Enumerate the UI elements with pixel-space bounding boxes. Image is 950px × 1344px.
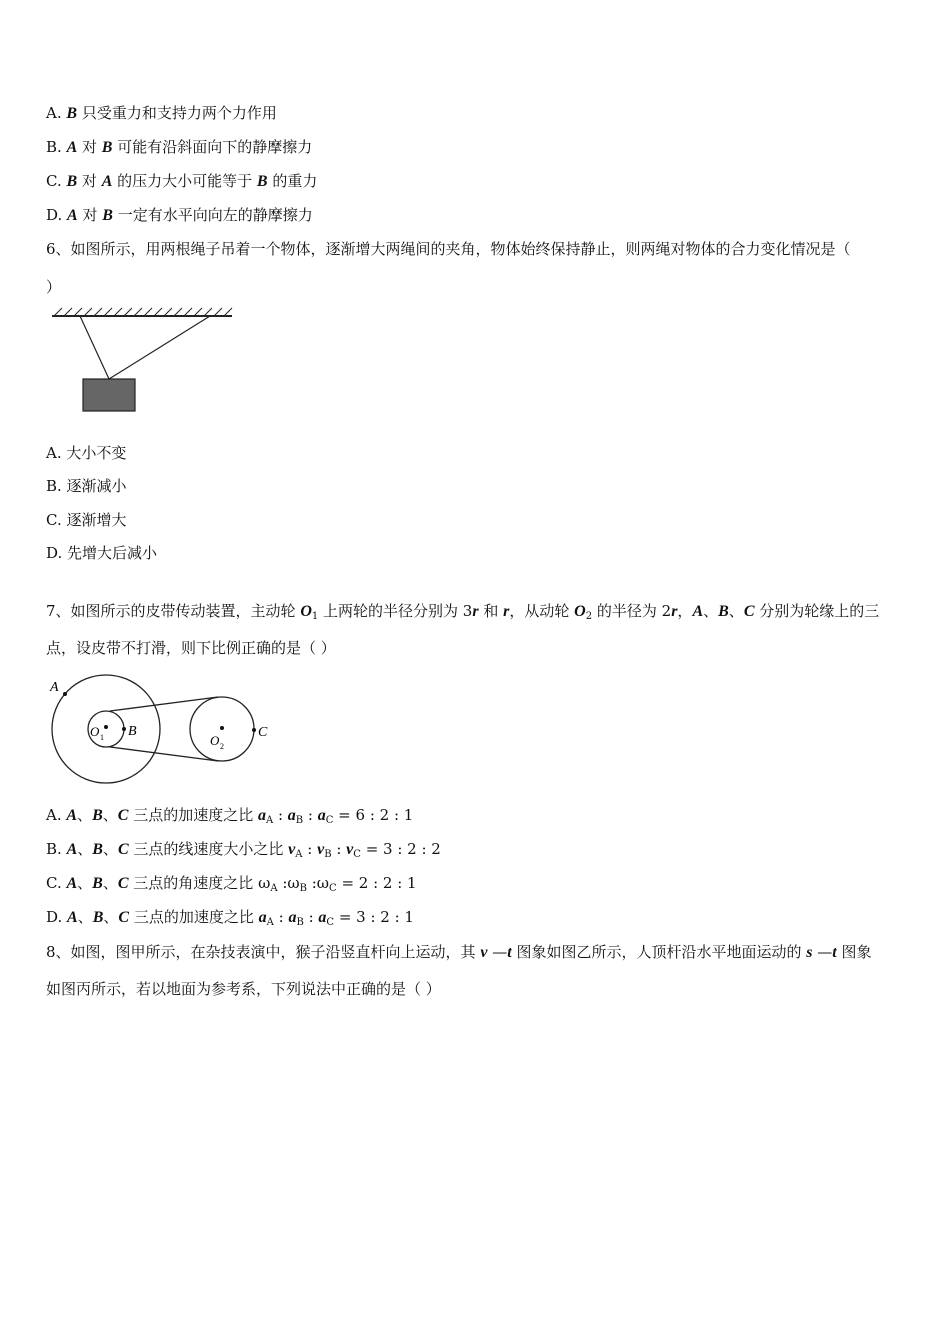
subscript: C	[325, 815, 334, 826]
q7-option-b	[46, 838, 441, 860]
q7-stem-line2: 点，设皮带不打滑，则下比例正确的是（ ）	[46, 639, 336, 657]
label-a: A	[50, 680, 59, 695]
text-segment: 和	[478, 602, 504, 620]
italic-symbol: A	[66, 841, 78, 858]
subscript: C	[329, 883, 337, 894]
italic-symbol: B	[66, 105, 78, 122]
text-segment: :	[331, 840, 347, 858]
italic-symbol: s	[806, 944, 813, 961]
text-segment: C.	[46, 874, 67, 892]
italic-symbol: r	[472, 603, 479, 620]
italic-symbol: a	[257, 807, 266, 824]
text-segment: 三点的加速度之比	[129, 908, 259, 926]
italic-symbol: v	[480, 944, 488, 961]
italic-symbol: B	[92, 841, 103, 858]
italic-symbol: A	[67, 207, 78, 224]
ceiling-hatch	[54, 308, 232, 316]
label-o1: O	[90, 724, 100, 739]
italic-symbol: A	[101, 173, 113, 190]
point-b-dot	[122, 727, 126, 731]
text-segment: = 2 : 2 : 1	[336, 874, 417, 892]
q8-stem-line1	[46, 941, 871, 962]
italic-symbol: O	[300, 603, 312, 620]
italic-symbol: B	[101, 139, 113, 156]
q6-option-a: A. 大小不变	[46, 444, 127, 462]
text-segment: :	[302, 840, 318, 858]
italic-symbol: B	[92, 807, 103, 824]
subscript: 2	[585, 611, 593, 622]
text-segment: A.	[46, 806, 67, 824]
italic-symbol: a	[318, 909, 327, 926]
text-segment: 图象如图乙所示，人顶杆沿水平地面运动的	[511, 943, 807, 961]
text-segment: 、	[703, 602, 719, 620]
q6-option-b: B. 逐渐减小	[46, 477, 127, 495]
text-segment: 的重力	[267, 172, 318, 190]
text-segment: 一定有水平向向左的静摩擦力	[112, 206, 313, 224]
q6-stem-line2: ）	[46, 278, 62, 296]
label-o2: O	[210, 733, 220, 748]
subscript: B	[324, 849, 332, 860]
text-segment: —	[812, 943, 833, 961]
italic-symbol: A	[66, 875, 78, 892]
q5-option-c	[46, 170, 317, 191]
text-segment: 、	[103, 908, 119, 926]
point-a-dot	[63, 692, 67, 696]
italic-symbol: B	[92, 875, 103, 892]
text-segment: 、	[102, 806, 118, 824]
italic-symbol: B	[256, 173, 268, 190]
text-segment: C.	[46, 172, 67, 190]
q7-option-c	[46, 872, 417, 894]
q7-stem-line1	[46, 600, 879, 622]
italic-symbol: B	[102, 207, 113, 224]
text-segment: :	[273, 806, 288, 824]
text-segment: 、	[77, 874, 93, 892]
subscript: A	[265, 815, 274, 826]
italic-symbol: C	[117, 841, 129, 858]
o1-center-dot	[104, 725, 108, 729]
italic-symbol: v	[317, 841, 325, 858]
text-segment: —	[487, 943, 508, 961]
text-segment: ，从动轮	[509, 602, 575, 620]
q7-belt-drive-figure	[44, 672, 284, 790]
italic-symbol: r	[671, 603, 678, 620]
italic-symbol: B	[718, 603, 729, 620]
italic-symbol: C	[117, 875, 129, 892]
text-segment: 、	[728, 602, 744, 620]
italic-symbol: v	[346, 841, 354, 858]
text-segment: 、	[77, 908, 93, 926]
q6-option-c: C. 逐渐增大	[46, 511, 127, 529]
text-segment: ，	[677, 602, 693, 620]
label-o2-sub: 2	[220, 742, 224, 751]
subscript: B	[295, 815, 304, 826]
q7-option-d	[46, 906, 414, 928]
text-segment: = 3 : 2 : 2	[360, 840, 441, 858]
hanging-block	[83, 379, 135, 411]
o2-center-dot	[220, 726, 224, 730]
italic-symbol: O	[574, 603, 586, 620]
italic-symbol: t	[507, 944, 512, 961]
subscript: A	[295, 849, 303, 860]
q5-option-d	[46, 204, 313, 225]
text-segment: 7、如图所示的皮带传动装置，主动轮	[46, 602, 301, 620]
text-segment: 、	[102, 840, 118, 858]
label-o1-sub: 1	[100, 733, 104, 742]
text-segment: 、	[102, 874, 118, 892]
italic-symbol: A	[66, 807, 78, 824]
italic-symbol: a	[258, 909, 267, 926]
italic-symbol: a	[317, 807, 326, 824]
text-segment: :	[303, 806, 318, 824]
text-segment: 、	[77, 806, 93, 824]
text-segment: 三点的角速度之比 ω	[128, 874, 271, 892]
q5-option-b	[46, 136, 312, 157]
q7-option-a	[46, 804, 413, 826]
q6-stem-line1: 6、如图所示，用两根绳子吊着一个物体，逐渐增大两绳间的夹角，物体始终保持静止，则两绳对物体的合力变化情况是（	[46, 240, 851, 258]
italic-symbol: B	[92, 909, 104, 926]
text-segment: 分别为轮缘上的三	[754, 602, 880, 620]
text-segment: = 6 : 2 : 1	[333, 806, 414, 824]
text-segment: = 3 : 2 : 1	[334, 908, 414, 926]
italic-symbol: v	[288, 841, 296, 858]
text-segment: 的压力大小可能等于	[112, 172, 257, 190]
q6-hanging-block-figure	[50, 306, 240, 418]
text-segment: D.	[46, 206, 68, 224]
text-segment: B.	[46, 840, 67, 858]
text-segment: :	[273, 908, 289, 926]
text-segment: 对	[77, 172, 102, 190]
italic-symbol: a	[288, 909, 297, 926]
subscript: B	[299, 883, 307, 894]
italic-symbol: C	[118, 909, 130, 926]
subscript: 1	[311, 611, 319, 622]
text-segment: 上两轮的半径分别为 3	[318, 602, 473, 620]
text-segment: :ω	[306, 874, 330, 892]
italic-symbol: a	[287, 807, 296, 824]
text-segment: 对	[77, 138, 102, 156]
text-segment: 的半径为 2	[592, 602, 672, 620]
subscript: B	[296, 917, 304, 928]
label-b: B	[128, 724, 137, 739]
italic-symbol: A	[67, 909, 78, 926]
subscript: C	[353, 849, 361, 860]
italic-symbol: C	[743, 603, 755, 620]
text-segment: A.	[46, 104, 67, 122]
text-segment: 、	[77, 840, 93, 858]
text-segment: D.	[46, 908, 68, 926]
text-segment: 三点的线速度大小之比	[128, 840, 289, 858]
text-segment: 8、如图，图甲所示，在杂技表演中，猴子沿竖直杆向上运动，其	[46, 943, 481, 961]
label-c: C	[258, 725, 268, 740]
rope-right	[109, 316, 210, 379]
subscript: A	[266, 917, 274, 928]
text-segment: 对	[77, 206, 103, 224]
text-segment: :	[303, 908, 319, 926]
q8-stem-line2: 如图丙所示，若以地面为参考系，下列说法中正确的是（ ）	[46, 980, 441, 998]
italic-symbol: t	[832, 944, 837, 961]
text-segment: 三点的加速度之比	[128, 806, 258, 824]
text-segment: 只受重力和支持力两个力作用	[77, 104, 277, 122]
q6-option-d: D. 先增大后减小	[46, 544, 158, 562]
text-segment: B.	[46, 138, 67, 156]
italic-symbol: C	[117, 807, 129, 824]
italic-symbol: A	[692, 603, 704, 620]
text-segment: :ω	[277, 874, 300, 892]
q5-option-a	[46, 102, 277, 123]
italic-symbol: A	[66, 139, 78, 156]
subscript: C	[326, 917, 335, 928]
rope-left	[80, 316, 109, 379]
subscript: A	[270, 883, 278, 894]
point-c-dot	[252, 728, 256, 732]
italic-symbol: B	[66, 173, 78, 190]
text-segment: 可能有沿斜面向下的静摩擦力	[112, 138, 313, 156]
text-segment: 图象	[836, 943, 872, 961]
italic-symbol: r	[503, 603, 510, 620]
